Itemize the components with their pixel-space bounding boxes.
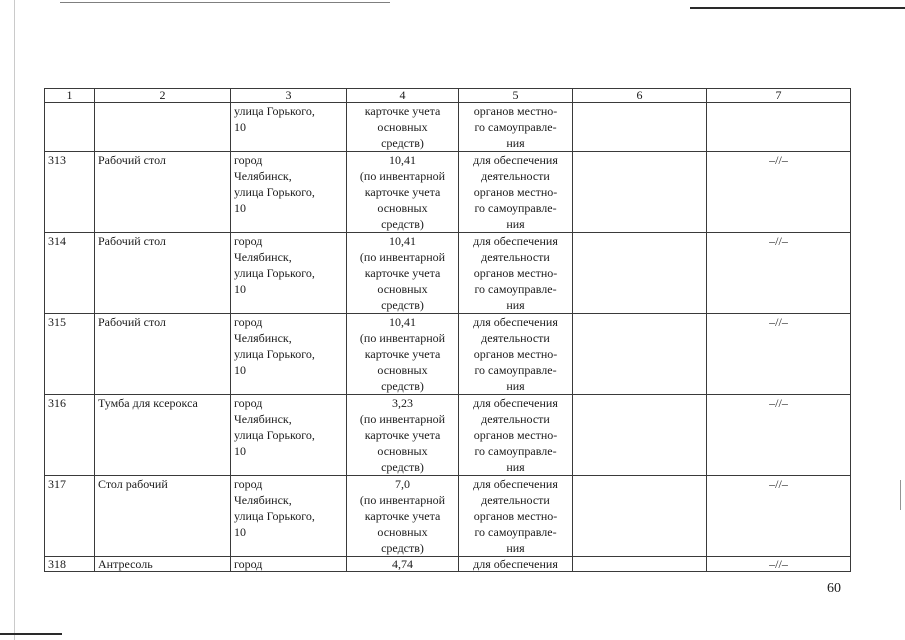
column-number: 1 — [45, 89, 95, 103]
table-row — [45, 233, 851, 314]
cell-value: 3,23 (по инвентарной карточке учета основных средств) — [347, 395, 459, 476]
cell-col7: –//– — [707, 557, 851, 572]
cell-col7 — [707, 103, 851, 152]
scan-artifact-top — [60, 2, 390, 3]
cell-col7: –//– — [707, 152, 851, 233]
cell-purpose: для обеспечения деятельности органов местно- го самоуправле- ния — [459, 233, 573, 314]
scan-artifact-bottom-left — [0, 633, 62, 635]
scan-artifact-right-tick — [900, 480, 901, 510]
cell-col7: –//– — [707, 314, 851, 395]
cell-address: город — [231, 557, 347, 572]
table-row — [45, 557, 851, 572]
table-row-continuation — [45, 103, 851, 152]
table-row — [45, 152, 851, 233]
cell-address: город Челябинск, улица Горького, 10 — [231, 314, 347, 395]
cell-number: 315 — [45, 314, 95, 395]
cell-col7: –//– — [707, 233, 851, 314]
cell-purpose: для обеспечения деятельности органов местно- го самоуправле- ния — [459, 314, 573, 395]
cell-col6 — [573, 557, 707, 572]
cell-col6 — [573, 233, 707, 314]
cell-value: 4,74 — [347, 557, 459, 572]
cell-value: 10,41 (по инвентарной карточке учета основных средств) — [347, 233, 459, 314]
cell-number: 316 — [45, 395, 95, 476]
column-number: 6 — [573, 89, 707, 103]
cell-value: карточке учета основных средств) — [347, 103, 459, 152]
inventory-table — [44, 88, 851, 572]
cell-name: Стол рабочий — [95, 476, 231, 557]
cell-number: 314 — [45, 233, 95, 314]
column-number: 7 — [707, 89, 851, 103]
column-number: 5 — [459, 89, 573, 103]
column-number-row — [45, 89, 851, 103]
cell-col7: –//– — [707, 395, 851, 476]
page-number: 60 — [827, 581, 841, 596]
cell-purpose: для обеспечения деятельности органов местно- го самоуправле- ния — [459, 152, 573, 233]
cell-purpose: органов местно- го самоуправле- ния — [459, 103, 573, 152]
cell-name: Тумба для ксерокса — [95, 395, 231, 476]
cell-address: город Челябинск, улица Горького, 10 — [231, 476, 347, 557]
cell-name — [95, 103, 231, 152]
cell-number: 317 — [45, 476, 95, 557]
cell-name: Рабочий стол — [95, 233, 231, 314]
scan-artifact-top-right — [690, 7, 905, 9]
table-row — [45, 476, 851, 557]
cell-value: 10,41 (по инвентарной карточке учета основных средств) — [347, 314, 459, 395]
cell-name: Рабочий стол — [95, 152, 231, 233]
column-number: 2 — [95, 89, 231, 103]
cell-value: 7,0 (по инвентарной карточке учета основных средств) — [347, 476, 459, 557]
cell-purpose: для обеспечения деятельности органов местно- го самоуправле- ния — [459, 476, 573, 557]
cell-col7: –//– — [707, 476, 851, 557]
cell-purpose: для обеспечения — [459, 557, 573, 572]
cell-address: город Челябинск, улица Горького, 10 — [231, 233, 347, 314]
cell-address: город Челябинск, улица Горького, 10 — [231, 395, 347, 476]
cell-purpose: для обеспечения деятельности органов местно- го самоуправле- ния — [459, 395, 573, 476]
scan-artifact-left-edge — [14, 0, 15, 640]
column-number: 4 — [347, 89, 459, 103]
table-row — [45, 395, 851, 476]
cell-col6 — [573, 395, 707, 476]
cell-col6 — [573, 152, 707, 233]
table-row — [45, 314, 851, 395]
cell-name: Антресоль — [95, 557, 231, 572]
cell-address: улица Горького, 10 — [231, 103, 347, 152]
cell-col6 — [573, 314, 707, 395]
cell-name: Рабочий стол — [95, 314, 231, 395]
cell-number: 318 — [45, 557, 95, 572]
column-number: 3 — [231, 89, 347, 103]
cell-address: город Челябинск, улица Горького, 10 — [231, 152, 347, 233]
cell-col6 — [573, 476, 707, 557]
cell-number — [45, 103, 95, 152]
cell-value: 10,41 (по инвентарной карточке учета основных средств) — [347, 152, 459, 233]
cell-number: 313 — [45, 152, 95, 233]
cell-col6 — [573, 103, 707, 152]
